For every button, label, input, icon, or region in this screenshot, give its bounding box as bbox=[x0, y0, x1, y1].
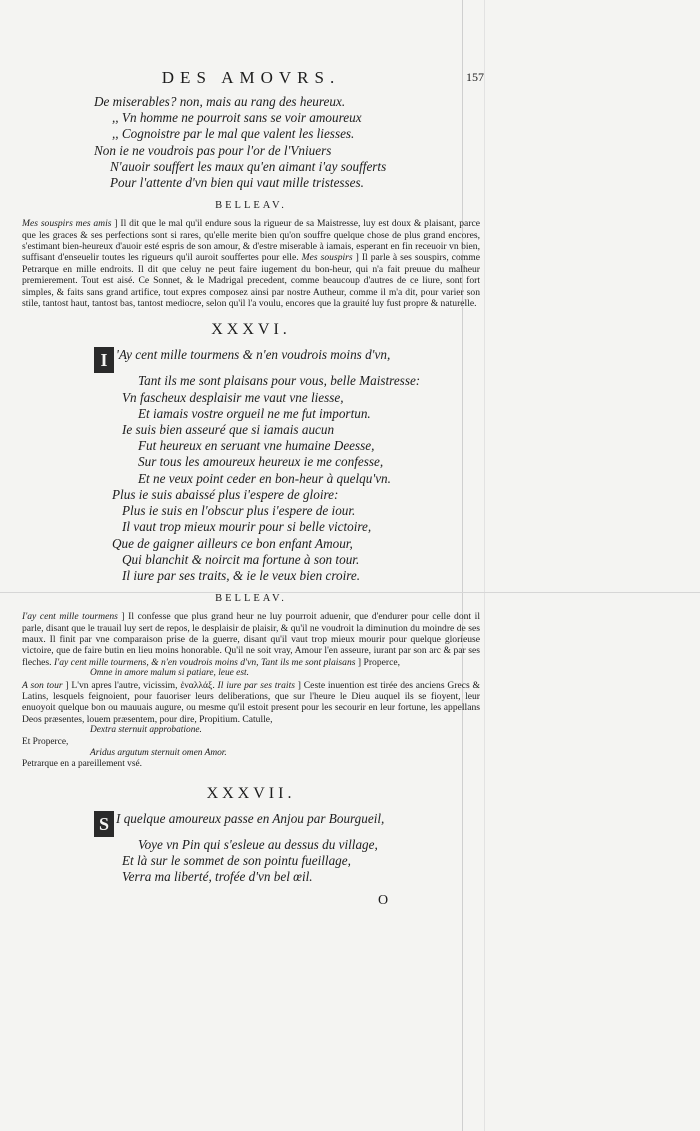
verse-line bbox=[22, 347, 480, 373]
latin-quotation: Omne in amore malum si patiare, leue est. bbox=[90, 668, 249, 679]
verse-text: 'Ay cent mille tourmens & n'en voudrois moins d'vn, bbox=[116, 347, 391, 363]
verse-line bbox=[22, 811, 480, 837]
scan-edge-line bbox=[484, 0, 485, 1131]
lemma: I'ay cent mille tourmens, & n'en voudrois moins d'vn, Tant ils me sont plaisans bbox=[53, 656, 356, 668]
verse-line: Voye vn Pin qui s'esleue au dessus du village, bbox=[138, 836, 378, 852]
lemma: Mes souspirs mes amis bbox=[22, 218, 112, 230]
verse-line: Sur tous les amoureux heureux ie me confesse, bbox=[138, 454, 384, 470]
lemma: I'ay cent mille tourmens bbox=[22, 611, 118, 623]
verse-line: Et iamais vostre orgueil ne me fut importun. bbox=[138, 405, 371, 421]
commentary-paragraph bbox=[22, 218, 480, 309]
sonnet-number: XXXVII. bbox=[206, 784, 296, 802]
verse-line: Et ne veux point ceder en bon-heur à quelqu'vn. bbox=[138, 470, 391, 486]
drop-cap: S bbox=[94, 811, 114, 837]
commentary-text: ] Properce, bbox=[355, 656, 400, 668]
commentary-text: ] Ceste inuention est tirée des anciens Grecs & Latins, lesquels feignoient, pour fauoriser leurs deliberations, que sur l'heure le Dieu auquel ils se fioyent, leur enuoyoit quelque bon ou mauuais augure, ou mesme qu'il estoit present pour les secourir en leur fortune, les appellans Deos præsentes, louem præsentem, pour dire, Propitium. Catulle, bbox=[22, 679, 480, 725]
verse-text: I quelque amoureux passe en Anjou par Bourgueil, bbox=[116, 810, 385, 826]
verse-line: Vn fascheux desplaisir me vaut vne liesse, bbox=[122, 389, 344, 405]
commentary-heading: BELLEAV. bbox=[215, 200, 287, 212]
commentary-text: ] Il confesse que plus grand heur ne luy pourroit aduenir, que d'endurer pour celle dont il parle, disant que le trauail luy sert de repos, le desplaisir de plaisir, & qu'il ne voudroit la diminution du moindre de ses maux. Il finit par vne comparaison prise de la guerre, disant qu'il vaut trop mieux mourir pour quelque glorieuse victoire, que de faire butin en lieu moins honorable. Qu'il ne soit vray, Amour l'en asseure, iurant par son arc & par ses fleches. bbox=[22, 611, 480, 668]
book-page bbox=[22, 68, 484, 885]
running-title: DES AMOVRS. bbox=[161, 68, 341, 87]
verse-line: ,, Vn homme ne pourroit sans se voir amoureux bbox=[112, 110, 362, 126]
verse-line: Il iure par ses traits, & ie le veux bien croire. bbox=[122, 567, 361, 583]
verse-line: ,, Cognoistre par le mal que valent les liesses. bbox=[112, 126, 355, 142]
verse-line: Non ie ne voudrois pas pour l'or de l'Vniuers bbox=[94, 142, 332, 158]
running-head bbox=[22, 68, 484, 92]
commentary-heading: BELLEAV. bbox=[215, 593, 287, 605]
verse-line: Et là sur le sommet de son pointu fueillage, bbox=[122, 853, 351, 868]
latin-quotation: Dextra sternuit approbatione. bbox=[90, 725, 202, 736]
lemma: Mes souspirs bbox=[301, 252, 353, 264]
sonnet-number: XXXVI. bbox=[211, 321, 291, 339]
commentary-text: ] L'vn apres l'autre, vicissim, ἐναλλάξ. bbox=[62, 679, 215, 691]
verse-line: Il vaut trop mieux mourir pour si belle victoire, bbox=[122, 519, 372, 535]
verse-line: Verra ma liberté, trofée d'vn bel œil. bbox=[122, 869, 313, 885]
verse-line: Tant ils me sont plaisans pour vous, belle Maistresse: bbox=[138, 373, 421, 389]
verse-line: Ie suis bien asseuré que si iamais aucun bbox=[122, 422, 335, 438]
verse-line: De miserables? non, mais au rang des heureux. bbox=[94, 94, 346, 109]
latin-quotation: Aridus argutum sternuit omen Amor. bbox=[90, 747, 227, 758]
page-number: 157 bbox=[466, 70, 484, 84]
lemma: Il iure par ses traits bbox=[217, 679, 295, 691]
verse-line: Plus ie suis abaissé plus i'espere de gloire: bbox=[112, 486, 339, 502]
verse-line: Que de gaigner ailleurs ce bon enfant Amour, bbox=[112, 535, 353, 551]
verse-line: Plus ie suis en l'obscur plus i'espere de iour. bbox=[122, 503, 356, 519]
verse-line: Pour l'attente d'vn bien qui vaut mille tristesses. bbox=[110, 175, 364, 191]
sonnet-37 bbox=[22, 811, 480, 886]
commentary-paragraph bbox=[22, 680, 480, 726]
commentary-text: Et Properce, bbox=[22, 736, 69, 747]
drop-cap: I bbox=[94, 347, 114, 373]
lemma: A son tour bbox=[22, 679, 63, 691]
commentary-paragraph bbox=[22, 611, 480, 668]
verse-line: Fut heureux en seruant vne humaine Deesse, bbox=[138, 438, 375, 454]
signature-mark: O bbox=[378, 893, 389, 908]
commentary-text: Petrarque en a pareillement vsé. bbox=[22, 759, 142, 770]
sonnet-36 bbox=[22, 347, 480, 584]
verse-line: Qui blanchit & noircit ma fortune à son tour. bbox=[122, 551, 360, 567]
commentary-text: ] Il dit que le mal qu'il endure sous la rigueur de sa Maistresse, luy est doux & plaisant, parce que les graces & ses perfections sont si rares, qu'elle merite bien qu'on souffre quelque chose de plus grand encores, s'estimant bien-heureux d'auoir esté espris de son amour, & d'estre miserable à iamais, esperant en fin receuoir vn bien, suffisant d'enseuelir toutes les rigueurs qu'il auroit souffertes pour elle. bbox=[22, 218, 480, 264]
verse-line: N'auoir souffert les maux qu'en aimant i'ay soufferts bbox=[110, 158, 387, 174]
sonnet-35-ending bbox=[22, 94, 480, 191]
commentary-text: ] Il parle à ses souspirs, comme Petrarque en mille endroits. Il dit que celuy ne peut faire iugement du bon-heur, qui n'a fait preuue du malheur premierement. Tout est aisé. Ce Sonnet, & le Madrigal precedent, comme beaucoup d'autres de ce liure, sont fort simples, & faits sans grand artifice, tout expres composez ainsi par nostre Autheur, comme il m'a dit, pour varier son stile, tantost haut, tantost bas, tantost mediocre, selon qu'il l'a voulu, encores que la grauité luy fust propre & naturelle. bbox=[22, 252, 480, 310]
